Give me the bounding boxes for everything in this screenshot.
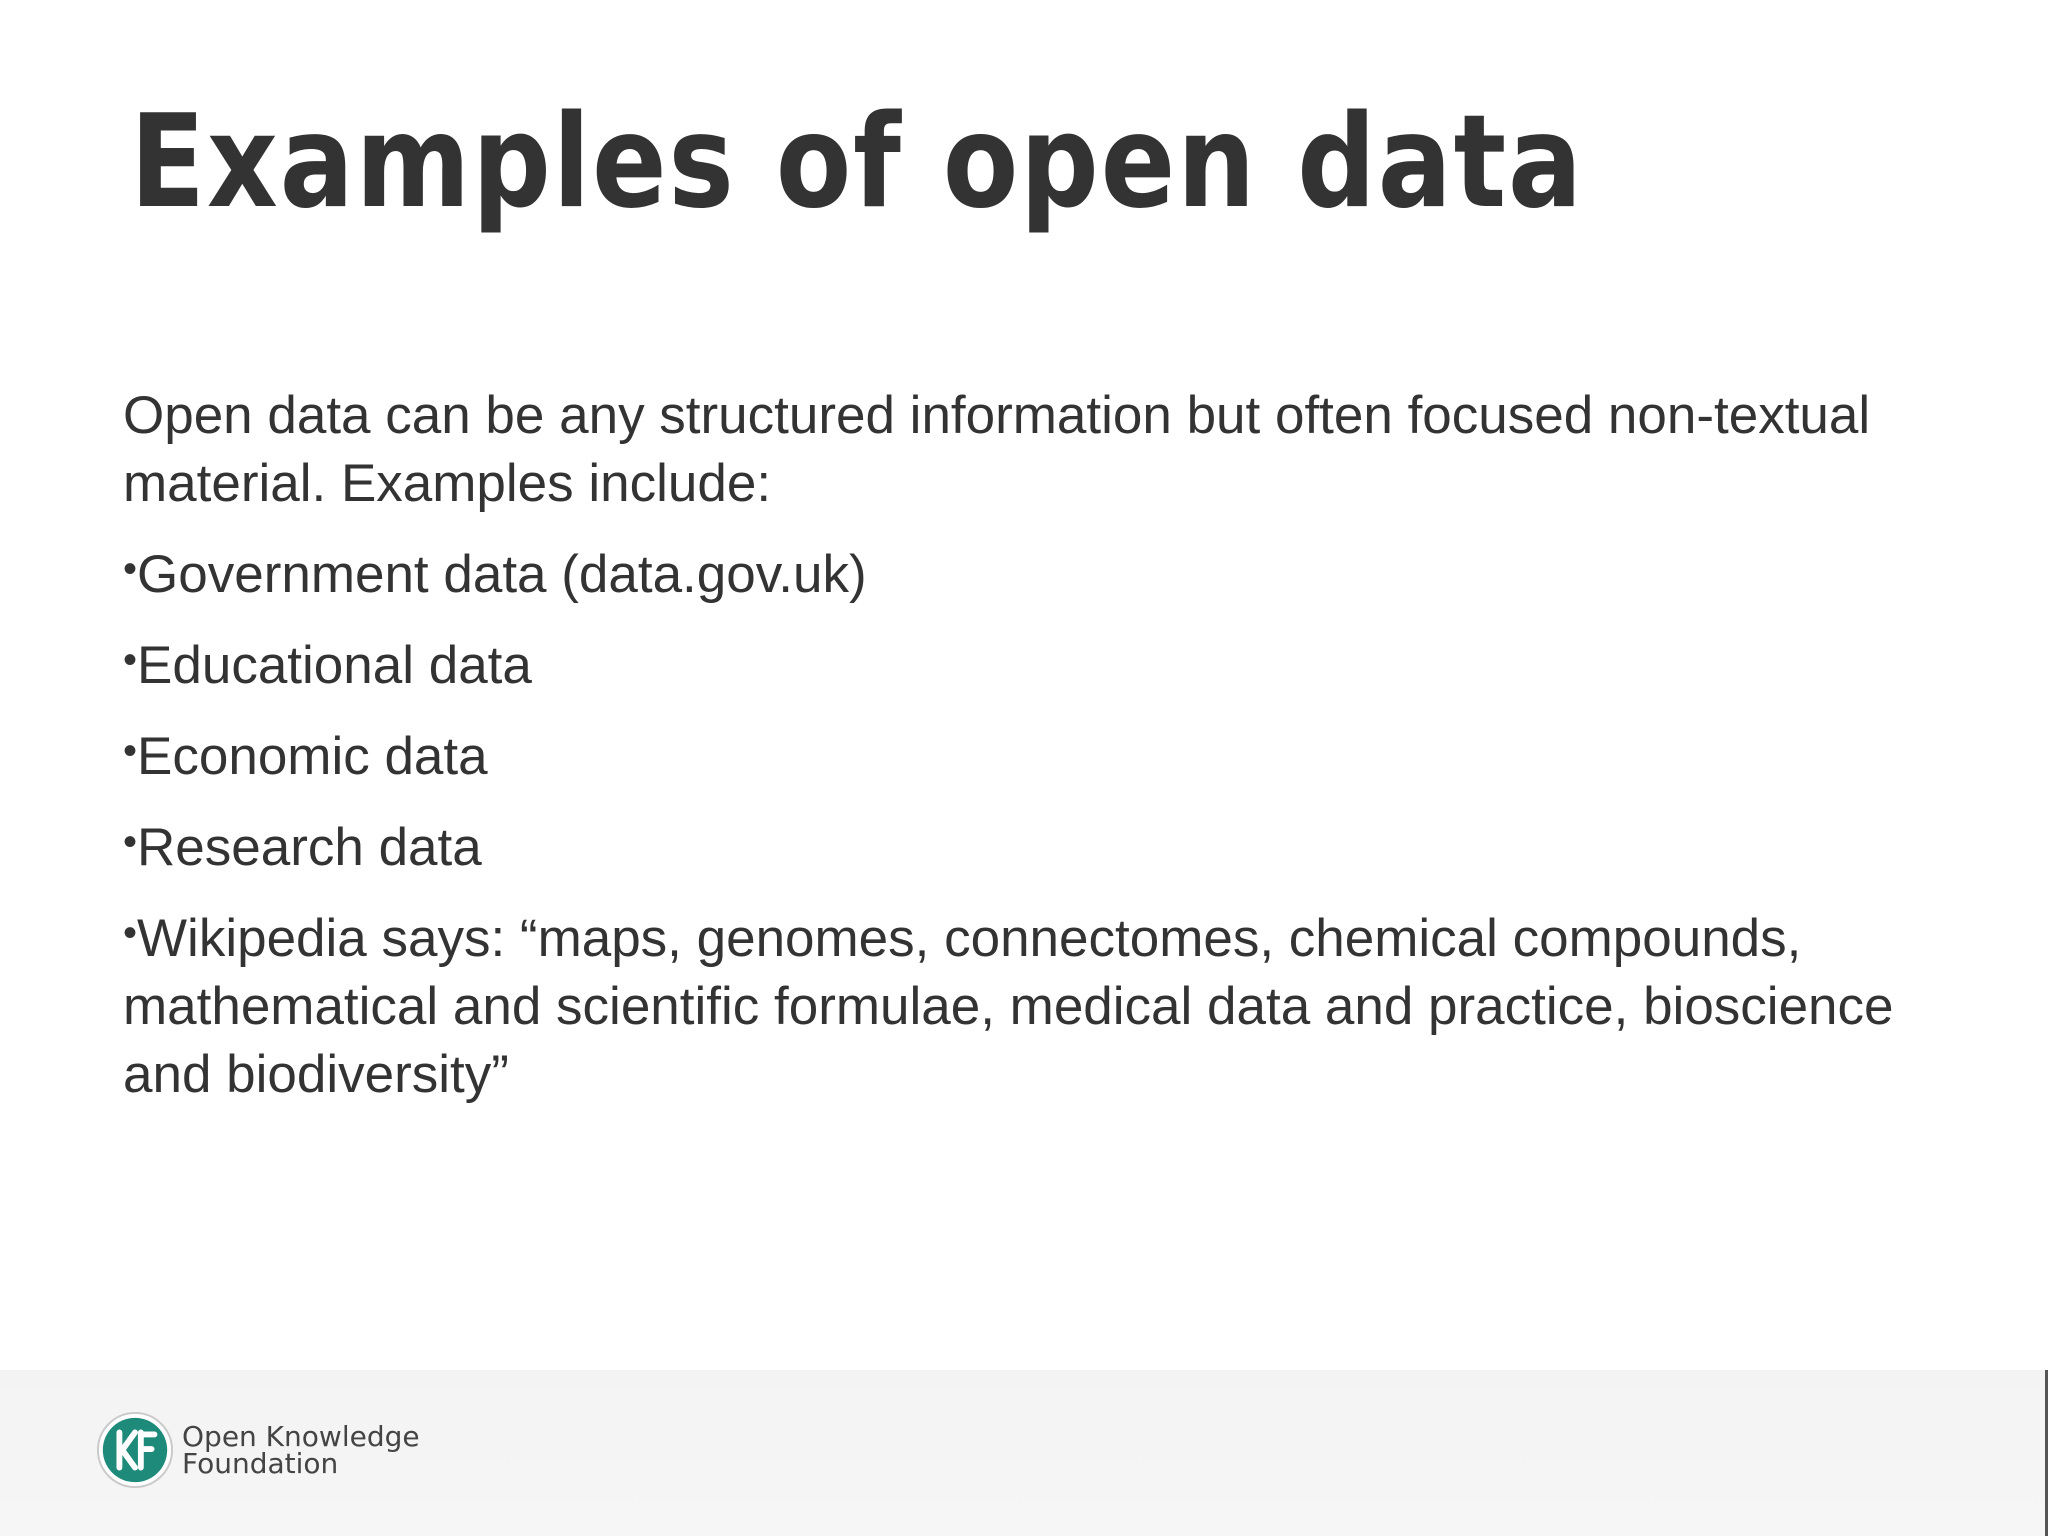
bullet-marker: • [123, 729, 138, 773]
bullet-marker: • [123, 638, 138, 682]
bullet-text: Economic data [137, 727, 488, 786]
bullet-item [123, 535, 1953, 609]
okf-logo-line-2: Foundation [182, 1447, 339, 1480]
bullet-item [123, 808, 1953, 882]
bullet-text: Educational data [137, 636, 532, 695]
okf-logo-text [182, 1420, 420, 1480]
intro-paragraph: Open data can be any structured information but often focused non-textual material. Examples include: [123, 386, 1871, 513]
footer-bar [0, 1370, 2048, 1536]
bullet-list [123, 535, 1953, 1109]
slide-title: Examples of open data [130, 88, 1584, 237]
bullet-item [123, 717, 1953, 791]
okf-logo-icon [96, 1411, 174, 1489]
bullet-text: Wikipedia says: “maps, genomes, connectomes, chemical compounds, mathematical and scientific formulae, medical data and practice, bioscience and biodiversity” [123, 909, 1894, 1104]
slide-body [123, 382, 1953, 1126]
bullet-text: Government data (data.gov.uk) [137, 545, 867, 604]
bullet-marker: • [123, 547, 138, 591]
bullet-marker: • [123, 911, 138, 955]
bullet-item [123, 899, 1953, 1109]
bullet-item [123, 626, 1953, 700]
bullet-marker: • [123, 820, 138, 864]
okf-logo [96, 1411, 420, 1489]
bullet-text: Research data [137, 818, 482, 877]
okf-logo-line-1: Open Knowledge [182, 1420, 420, 1453]
